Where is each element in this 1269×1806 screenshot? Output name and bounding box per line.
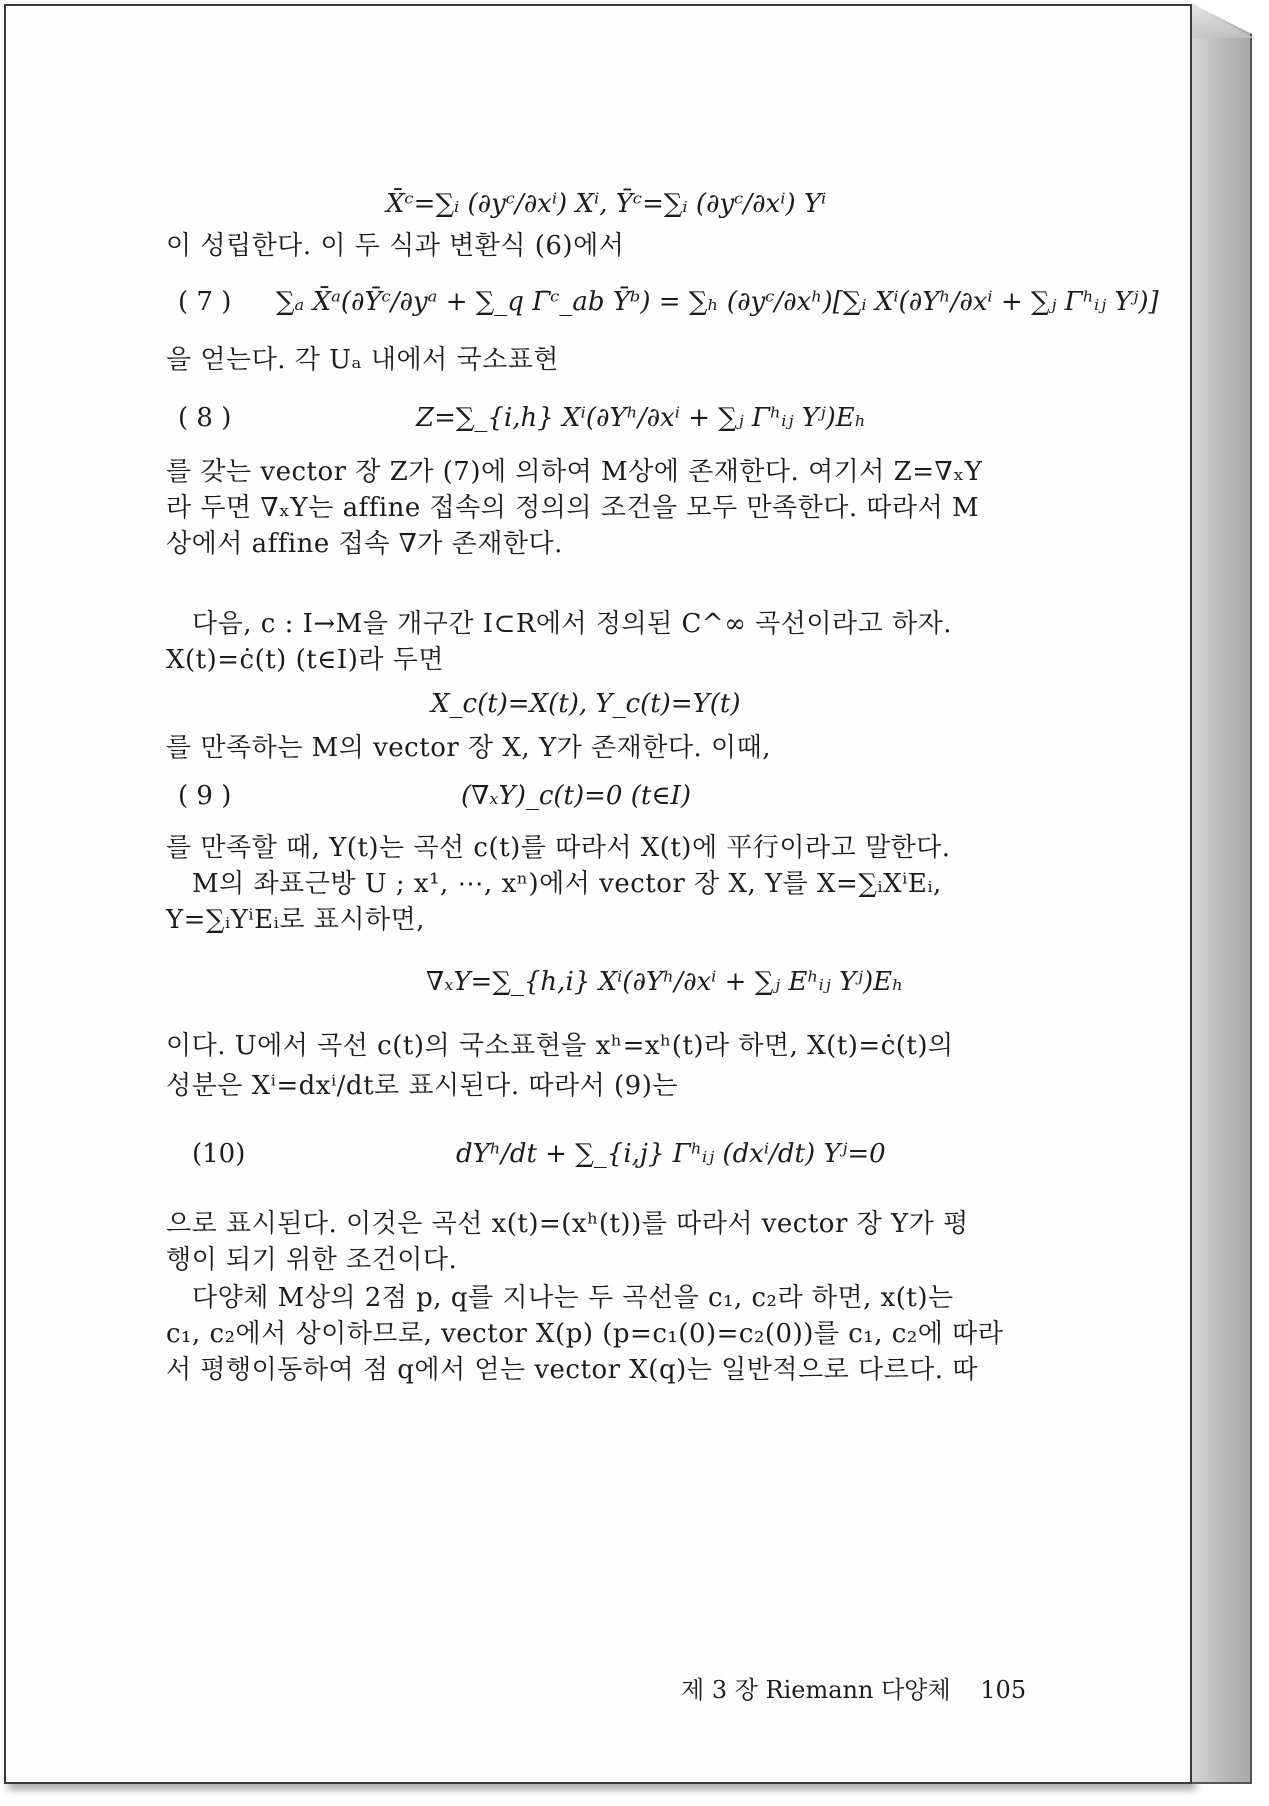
- text-line: 라 두면 ∇ₓY는 affine 접속의 정의의 조건을 모두 만족한다. 따라서 M: [166, 493, 980, 523]
- equation-8: Z=∑_{i,h} Xⁱ(∂Yʰ/∂xⁱ + ∑ⱼ Γʰᵢⱼ Yʲ)Eₕ: [416, 403, 866, 433]
- text-line: 이다. U에서 곡선 c(t)의 국소표현을 xʰ=xʰ(t)라 하면, X(t)=ċ(t)의: [166, 1031, 954, 1061]
- text-line: 성분은 Xⁱ=dxⁱ/dt로 표시된다. 따라서 (9)는: [166, 1071, 678, 1101]
- equation-xc: X_c(t)=X(t), Y_c(t)=Y(t): [431, 689, 741, 719]
- text-line: 다양체 M상의 2점 p, q를 지나는 두 곡선을 c₁, c₂라 하면, x(t)는: [192, 1283, 954, 1313]
- book-page: [4, 4, 1192, 1784]
- text-line: 이 성립한다. 이 두 식과 변환식 (6)에서: [166, 231, 625, 261]
- chapter-title: 제 3 장 Riemann 다양체: [681, 1676, 951, 1704]
- text-line: 를 만족하는 M의 vector 장 X, Y가 존재한다. 이때,: [166, 733, 771, 763]
- equation-nabla: ∇ₓY=∑_{h,i} Xⁱ(∂Yʰ/∂xⁱ + ∑ⱼ Eʰᵢⱼ Yʲ)Eₕ: [426, 967, 904, 997]
- text-line: 으로 표시된다. 이것은 곡선 x(t)=(xʰ(t))를 따라서 vector 장 Y가 평: [166, 1209, 969, 1239]
- book-side-edge: [1192, 4, 1252, 1784]
- page-footer: [681, 1674, 1026, 1706]
- text-line: 를 만족할 때, Y(t)는 곡선 c(t)를 따라서 X(t)에 平行이라고 말한다.: [166, 833, 951, 863]
- equation-top: X̄ᶜ=∑ᵢ (∂yᶜ/∂xⁱ) Xⁱ, Ȳᶜ=∑ᵢ (∂yᶜ/∂xⁱ) Yⁱ: [386, 189, 827, 219]
- equation-number: ( 8 ): [178, 403, 232, 433]
- text-line: X(t)=ċ(t) (t∈I)라 두면: [166, 645, 444, 675]
- equation-10: dYʰ/dt + ∑_{i,j} Γʰᵢⱼ (dxⁱ/dt) Yʲ=0: [456, 1139, 886, 1169]
- equation-number: ( 7 ): [178, 287, 232, 317]
- text-line: 서 평행이동하여 점 q에서 얻는 vector X(q)는 일반적으로 다르다. 따: [166, 1355, 978, 1385]
- text-line: 을 얻는다. 각 Uₐ 내에서 국소표현: [166, 345, 559, 375]
- equation-number: ( 9 ): [178, 781, 232, 811]
- text-line: 를 갖는 vector 장 Z가 (7)에 의하여 M상에 존재한다. 여기서 Z=∇ₓY: [166, 457, 983, 487]
- text-line: M의 좌표근방 U ; x¹, ⋯, xⁿ)에서 vector 장 X, Y를 X=∑ᵢXⁱEᵢ,: [192, 869, 942, 899]
- equation-9: (∇ₓY)_c(t)=0 (t∈I): [461, 781, 691, 811]
- equation-number: (10): [192, 1139, 246, 1169]
- equation-7: ∑ₐ X̄ᵃ(∂Ȳᶜ/∂yᵃ + ∑_q Γ̄ᶜ_ab Ȳᵇ) = ∑ₕ (∂yᶜ/∂xʰ)[∑ᵢ Xⁱ(∂Yʰ/∂xⁱ + ∑ⱼ Γʰᵢⱼ Yʲ)]: [276, 287, 1159, 317]
- text-line: 상에서 affine 접속 ∇가 존재한다.: [166, 529, 563, 559]
- text-line: c₁, c₂에서 상이하므로, vector X(p) (p=c₁(0)=c₂(0))를 c₁, c₂에 따라: [166, 1319, 1004, 1349]
- text-line: 다음, c : I→M을 개구간 I⊂R에서 정의된 C^∞ 곡선이라고 하자.: [192, 609, 952, 639]
- text-line: 행이 되기 위한 조건이다.: [166, 1245, 458, 1275]
- text-line: Y=∑ᵢYⁱEᵢ로 표시하면,: [166, 905, 425, 935]
- page-number: 105: [980, 1676, 1027, 1704]
